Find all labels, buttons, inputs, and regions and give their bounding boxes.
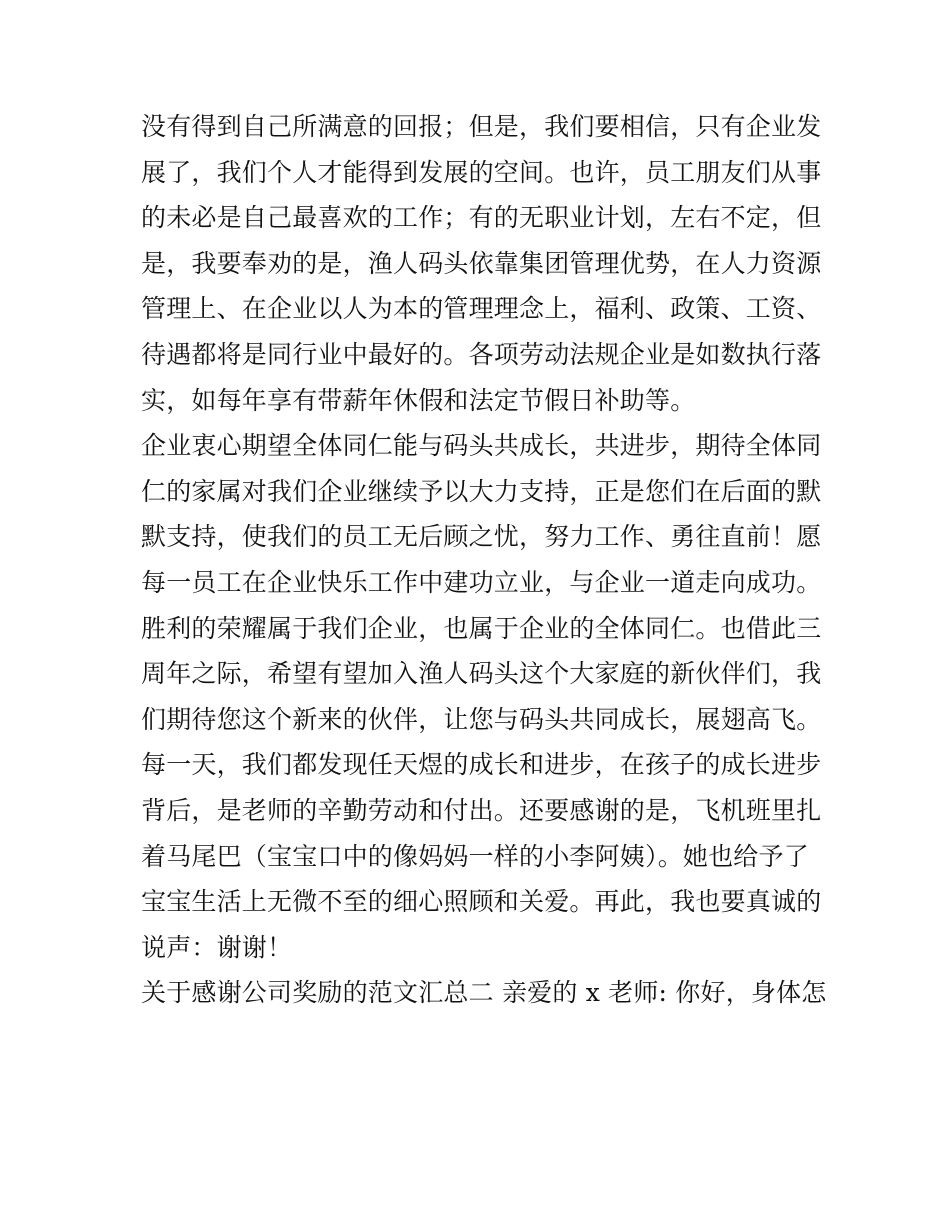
text-line-12: 胜利的荣耀属于我们企业，也属于企业的全体同仁。也借此三 [141, 613, 822, 643]
text-line-5: 管理上、在企业以人为本的管理理念上，福利、政策、工资、 [141, 294, 822, 324]
text-line-19: 说声：谢谢！ [141, 932, 293, 962]
text-line-7: 实，如每年享有带薪年休假和法定节假日补助等。 [141, 385, 696, 415]
text-line-11: 每一员工在企业快乐工作中建功立业，与企业一道走向成功。 [141, 567, 822, 597]
text-line-9: 仁的家属对我们企业继续予以大力支持，正是您们在后面的默 [141, 476, 822, 506]
text-line-20: 关于感谢公司奖励的范文汇总二 亲爱的 x 老师: 你好，身体怎 [141, 978, 827, 1008]
text-line-3: 的未必是自己最喜欢的工作；有的无职业计划，左右不定，但 [141, 203, 822, 233]
body-text [141, 104, 827, 1016]
text-line-16: 背后，是老师的辛勤劳动和付出。还要感谢的是，飞机班里扎 [141, 795, 822, 825]
text-line-15: 每一天，我们都发现任天煜的成长和进步，在孩子的成长进步 [141, 750, 822, 780]
text-line-4: 是，我要奉劝的是，渔人码头依靠集团管理优势，在人力资源 [141, 248, 822, 278]
text-line-6: 待遇都将是同行业中最好的。各项劳动法规企业是如数执行落 [141, 339, 822, 369]
text-line-14: 们期待您这个新来的伙伴，让您与码头共同成长，展翅高飞。 [141, 704, 822, 734]
text-line-17: 着马尾巴（宝宝口中的像妈妈一样的小李阿姨）。她也给予了 [141, 841, 809, 871]
text-line-2: 展了，我们个人才能得到发展的空间。也许，员工朋友们从事 [141, 157, 822, 187]
text-line-18: 宝宝生活上无微不至的细心照顾和关爱。再此，我也要真诚的 [141, 887, 822, 917]
text-line-10: 默支持，使我们的员工无后顾之忧，努力工作、勇往直前！愿 [141, 522, 822, 552]
text-line-13: 周年之际，希望有望加入渔人码头这个大家庭的新伙伴们，我 [141, 659, 822, 689]
text-line-8: 企业衷心期望全体同仁能与码头共成长，共进步，期待全体同 [141, 431, 822, 461]
text-line-1: 没有得到自己所满意的回报；但是，我们要相信，只有企业发 [141, 112, 822, 141]
